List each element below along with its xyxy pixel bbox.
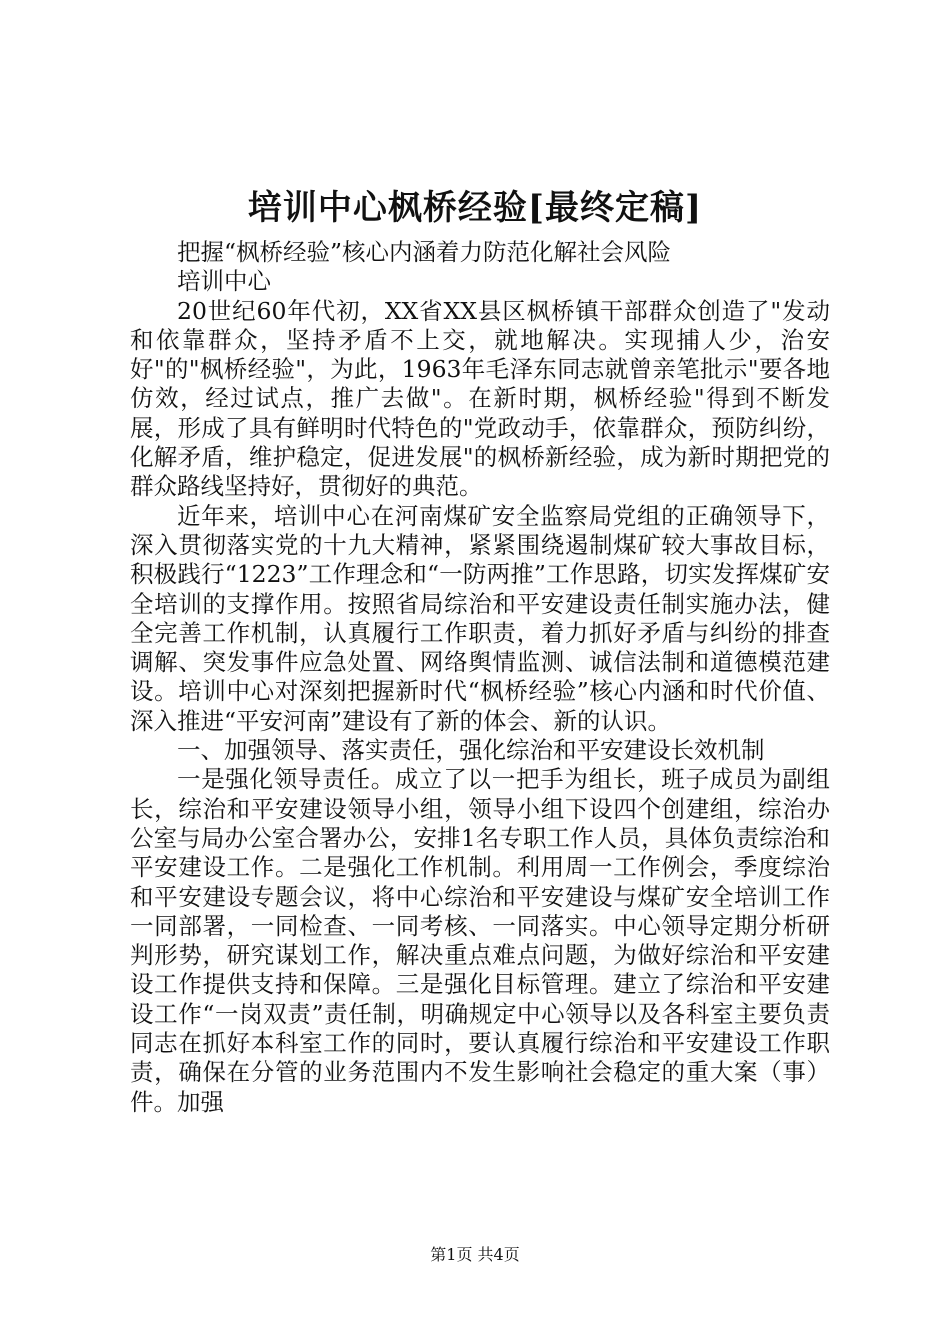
paragraph-intro: 20世纪60年代初，XX省XX县区枫桥镇干部群众创造了"发动和依靠群众，坚持矛盾不上交，就地解决。实现捕人少，治安好"的"枫桥经验"，为此，1963年毛泽东同志就曾亲笔批示"要各地仿效，经过试点，推广去做"。在新时期，枫桥经验"得到不断发展，形成了具有鲜明时代特色的"党政动手，依靠群众，预防纠纷，化解矛盾，维护稳定，促进发展"的枫桥新经验，成为新时期把党的群众路线坚持好，贯彻好的典范。 [130, 296, 830, 501]
author-line: 培训中心 [177, 267, 271, 296]
subtitle: 把握“枫桥经验”核心内涵着力防范化解社会风险 [177, 238, 672, 266]
document-title: 培训中心枫桥经验[最终定稿] [247, 188, 703, 228]
paragraph-recent-years: 近年来，培训中心在河南煤矿安全监察局党组的正确领导下，深入贯彻落实党的十九大精神，紧紧围绕遏制煤矿较大事故目标，积极践行“1223”工作理念和“一防两推”工作思路，切实发挥煤矿安全培训的支撑作用。按照省局综治和平安建设责任制实施办法，健全完善工作机制，认真履行工作职责，着力抓好矛盾与纠纷的排查调解、突发事件应急处置、网络舆情监测、诚信法制和道德模范建设。培训中心对深刻把握新时代“枫桥经验”核心内涵和时代价值、深入推进“平安河南”建设有了新的体会、新的认识。 [130, 501, 830, 735]
paragraph-leadership: 一是强化领导责任。成立了以一把手为组长，班子成员为副组长，综治和平安建设领导小组，领导小组下设四个创建组，综治办公室与局办公室合署办公，安排1名专职工作人员，具体负责综治和平安建设工作。二是强化工作机制。利用周一工作例会，季度综治和平安建设专题会议，将中心综治和平安建设与煤矿安全培训工作一同部署，一同检查、一同考核、一同落实。中心领导定期分析研判形势，研究谋划工作，解决重点难点问题，为做好综治和平安建设工作提供支持和保障。三是强化目标管理。建立了综治和平安建设工作“一岗双责”责任制，明确规定中心领导以及各科室主要负责同志在抓好本科室工作的同时，要认真履行综治和平安建设工作职责，确保在分管的业务范围内不发生影响社会稳定的重大案（事）件。加强 [130, 765, 830, 1116]
section-heading-1: 一、加强领导、落实责任，强化综治和平安建设长效机制 [177, 736, 765, 765]
document-body [130, 238, 830, 1117]
page-indicator: 第1页 共4页 [430, 1245, 520, 1264]
